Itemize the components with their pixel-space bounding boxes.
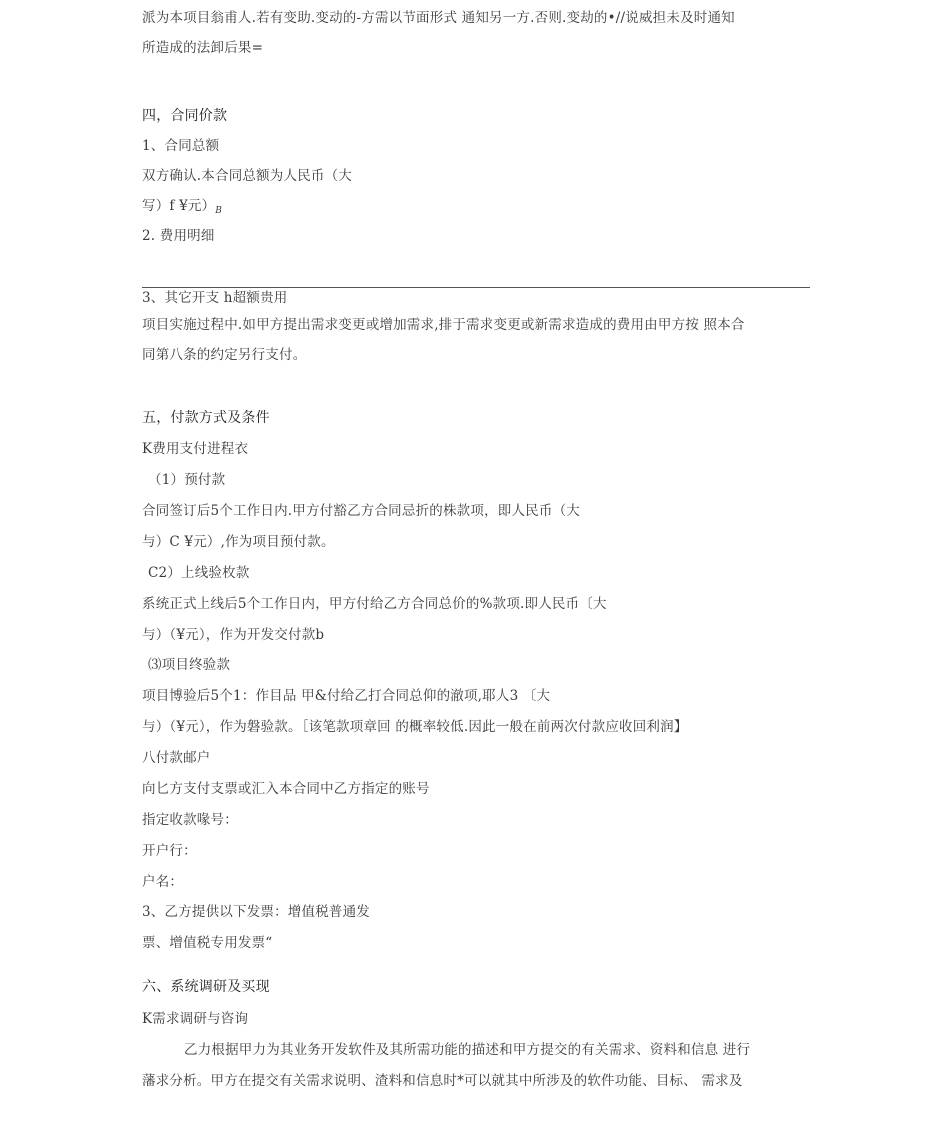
paragraph-line: [142, 197, 222, 220]
item-title: ⑶项目终验款: [148, 657, 231, 673]
amount-subscript: B: [215, 206, 223, 216]
paragraph-line: 3、乙方提供以下发票：增值税普通发: [142, 904, 370, 920]
subsection-title: 1、合同总额: [142, 138, 220, 154]
form-label-bank: 开户行：: [142, 843, 197, 859]
horizontal-rule: [142, 287, 810, 288]
paragraph-line: 所造成的法卸后果=: [142, 40, 264, 56]
subsection-title: 八付款邮户: [142, 750, 211, 766]
section-heading-6: 六、系统调研及买现: [142, 979, 270, 995]
item-title: （1）预付款: [148, 472, 226, 488]
paragraph-line: 与）（¥元），作为磐验款。［该笔款项章回 的概率较低.因此一般在前两次付款应收回利润】: [142, 719, 688, 735]
section-heading-4: 四，合同价款: [142, 108, 228, 124]
subsection-title: K需求调研与咨询: [142, 1011, 249, 1027]
paragraph-line: 与）C ¥元）,作为项目预付款。: [142, 534, 335, 550]
paragraph-line: 派为本项目翁甫人.若有变助.变动的-方需以节面形式 通知另一方.否则.变劫的•//说威担未及时通知: [142, 10, 735, 26]
paragraph-line: 双方确认.本合同总额为人民币（大: [142, 168, 352, 184]
subsection-title: 2. 费用明细: [142, 228, 215, 244]
paragraph-line: 乙力根据甲力为其业务开发软件及其所需功能的描述和甲方提交的有关需求、资料和信息 进行: [184, 1042, 751, 1058]
paragraph-line: 合同签订后5个工作日内.甲方付豁乙方合同忌折的株款项，即人民币（大: [142, 503, 580, 519]
paragraph-line: 藩求分析。甲方在提交有关需求说明、渣料和信息时*可以就其中所涉及的软件功能、目标、 需求及: [142, 1073, 743, 1089]
subsection-title: 3、其它开支 h超额贵用: [142, 290, 288, 306]
subsection-title: K费用支付进程衣: [142, 441, 249, 457]
paragraph-line: 系统正式上线后5个工作日内，甲方付给乙方合同总价的%款项.即人民币〔大: [142, 596, 607, 612]
paragraph-line: 票、增值税专用发票“: [142, 935, 273, 951]
paragraph-line: 与）（¥元），作为开发交付款b: [142, 627, 325, 643]
section-heading-5: 五，付款方式及条件: [142, 410, 270, 426]
form-label-account: 指定收款喙号：: [142, 812, 238, 828]
paragraph-line: 项目实施过程中.如甲方提出需求变更或增加需求,排于需求变更或新需求造成的费用由甲方按 照本合: [142, 317, 745, 333]
item-title: C2）上线验枚款: [148, 565, 250, 581]
paragraph-line: 同第八条的约定另行支付。: [142, 347, 307, 363]
form-label-name: 户名：: [142, 874, 184, 890]
amount-text: 写）f ¥元）: [142, 198, 216, 214]
paragraph-line: 项目博验后5个1：作目品 甲&付给乙打合同总仰的澈项,耶人3 〔大: [142, 688, 551, 704]
paragraph-line: 向匕方支付支票或汇入本合同中乙方指定的账号: [142, 781, 430, 797]
